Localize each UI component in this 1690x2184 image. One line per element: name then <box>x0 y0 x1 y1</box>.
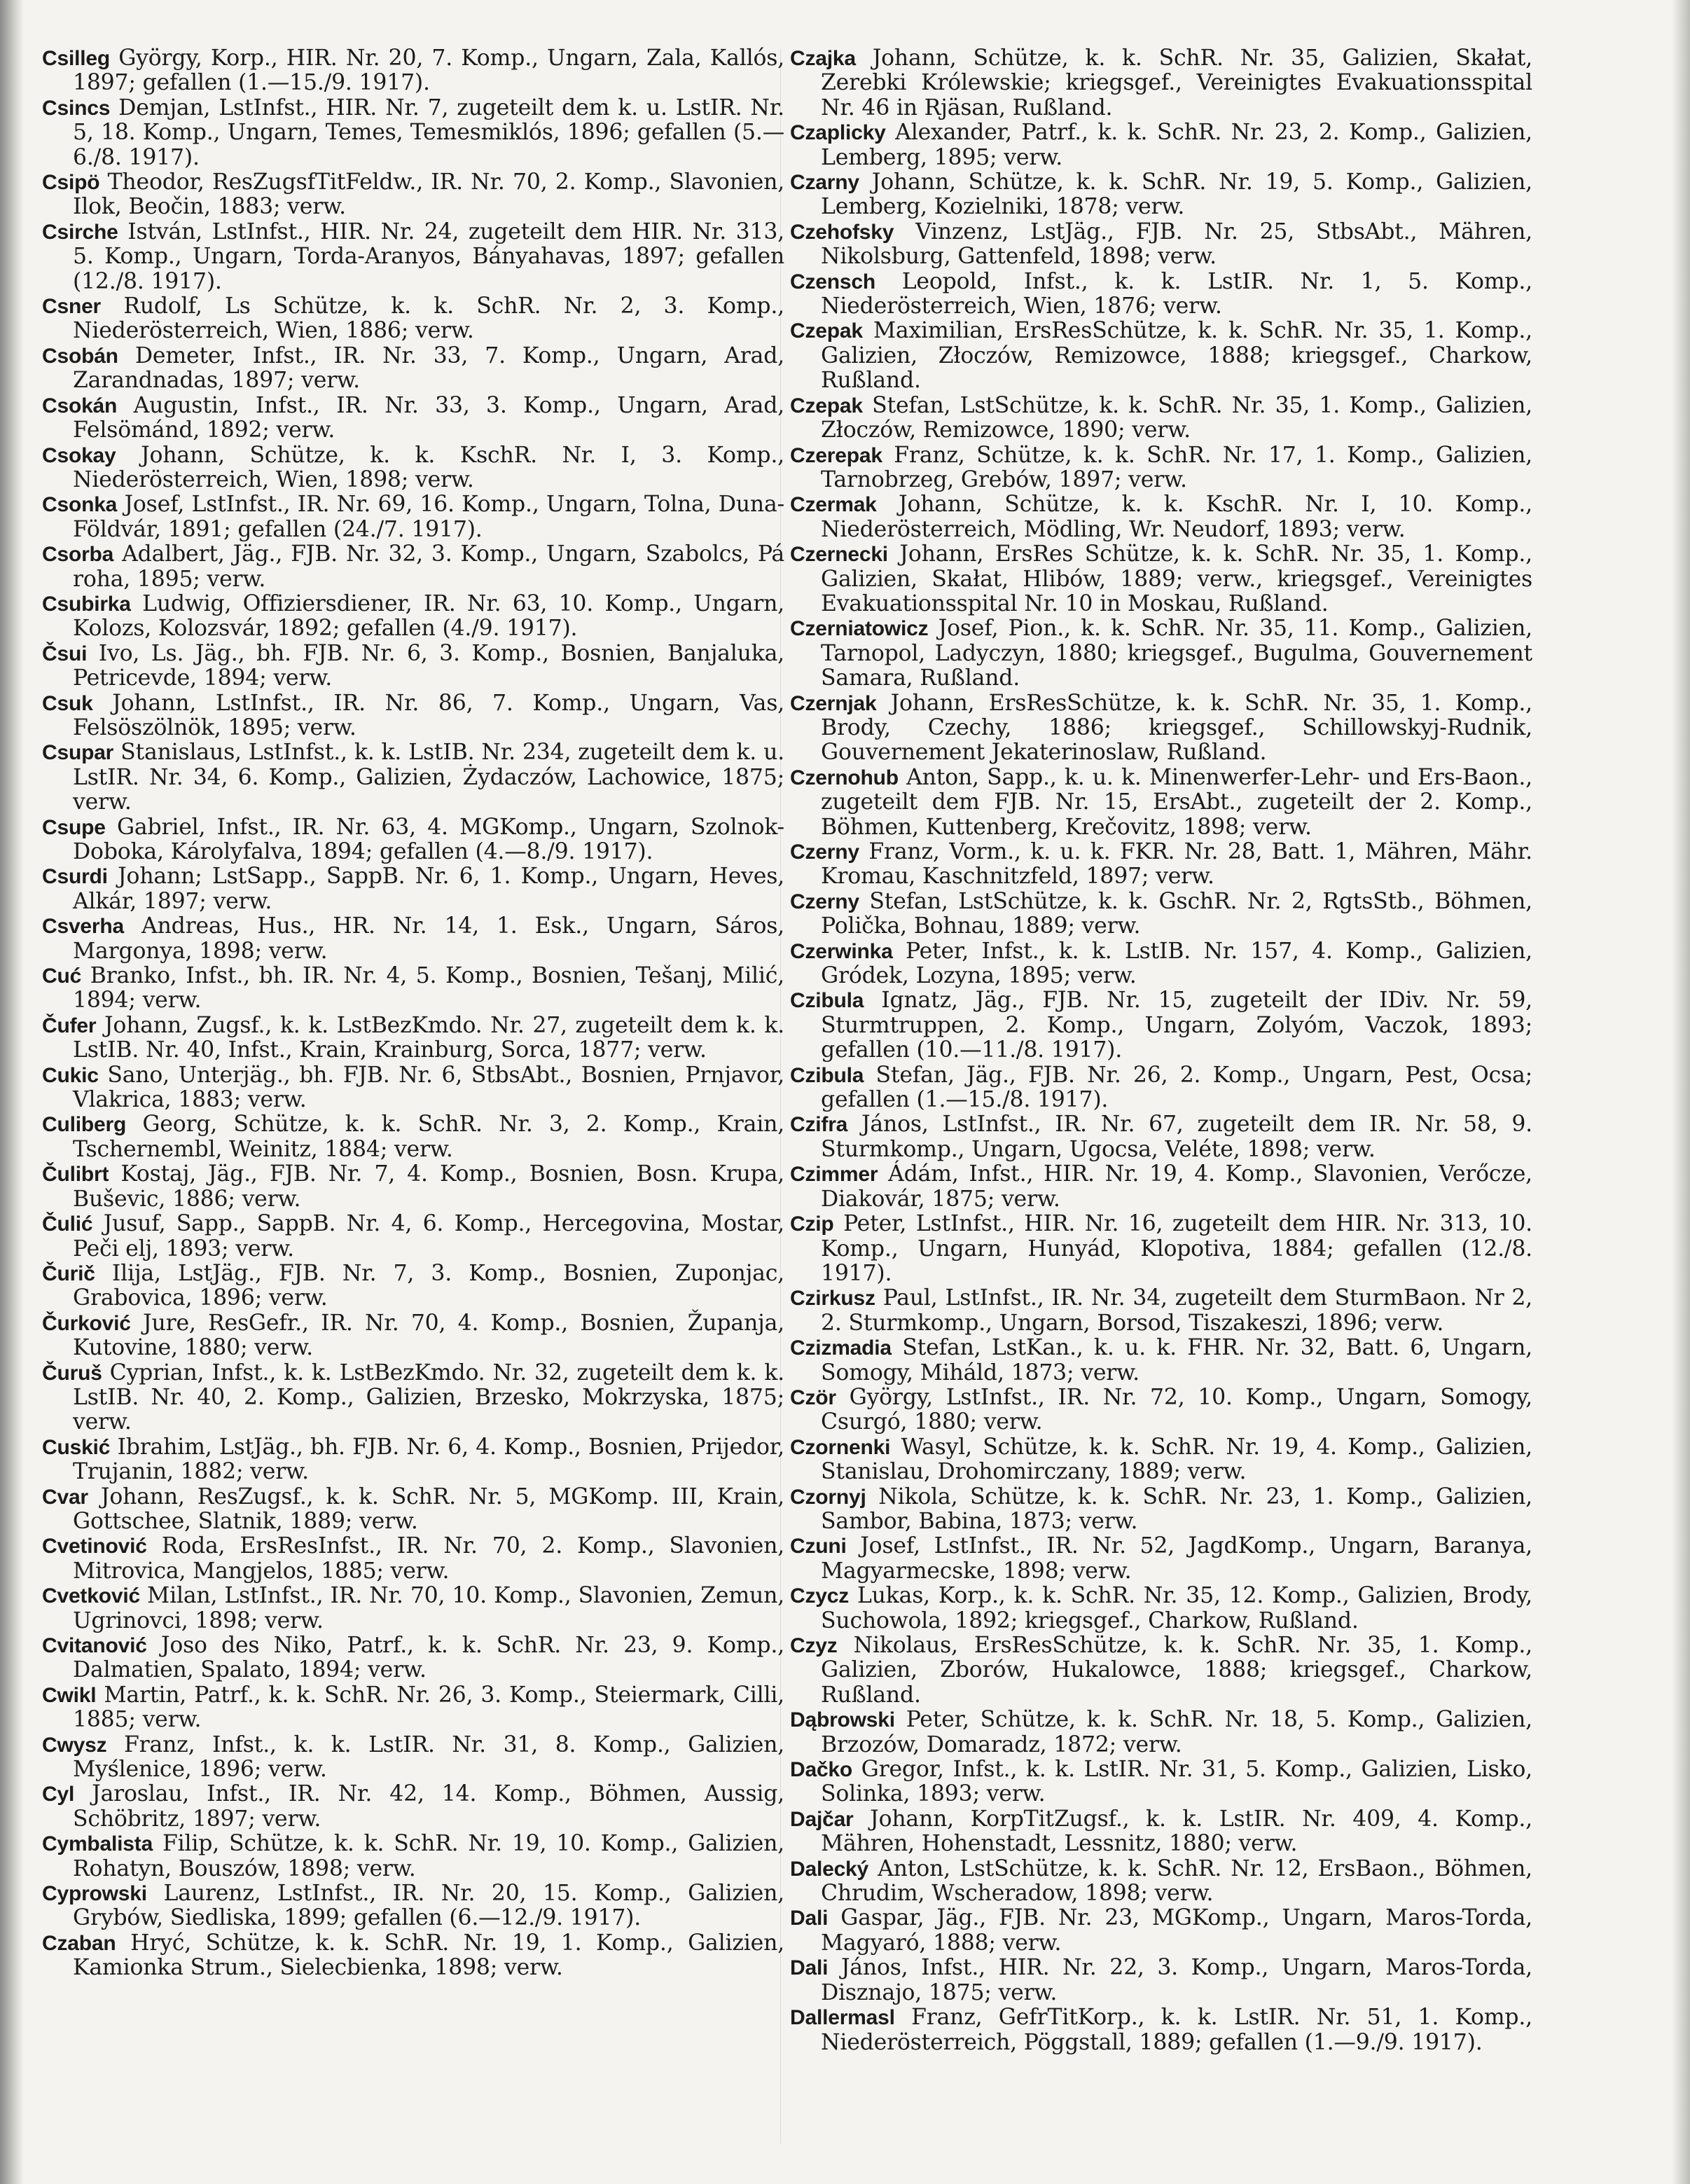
list-entry <box>42 46 784 96</box>
list-entry <box>42 1361 784 1435</box>
list-entry <box>790 46 1532 120</box>
entry-surname: Čsui <box>42 642 88 665</box>
entry-surname: Czaplicky <box>790 121 886 145</box>
entry-details: Anton, Sapp., k. u. k. Minenwerfer-Lehr- und Ers-Baon., zugeteilt dem FJB. Nr. 15, ErsAbt., zugeteilt der 2. Komp., Böhmen, Kuttenberg, Krečovitz, 1898; verw. <box>821 764 1532 840</box>
entry-details: Johann, Schütze, k. k. SchR. Nr. 35, Galizien, Skałat, Zerebki Królewskie; kriegsgef., Vereinigtes Evakuationsspital Nr. 46 in Rjäsan, Rußland. <box>821 46 1532 120</box>
list-entry <box>42 1683 784 1733</box>
list-entry <box>42 1112 784 1162</box>
entry-details: Branko, Infst., bh. IR. Nr. 4, 5. Komp., Bosnien, Tešanj, Milić, 1894; verw. <box>73 963 784 1014</box>
entry-details: Franz, Infst., k. k. LstIR. Nr. 31, 8. Komp., Galizien, Myślenice, 1896; verw. <box>73 1732 784 1783</box>
entry-details: Peter, Infst., k. k. LstIB. Nr. 157, 4. Komp., Galizien, Gródek, Lozyna, 1895; verw. <box>821 938 1532 989</box>
entry-details: Alexander, Patrf., k. k. SchR. Nr. 23, 2. Komp., Galizien, Lemberg, 1895; verw. <box>821 120 1532 170</box>
entry-surname: Czycz <box>790 1584 850 1608</box>
list-entry <box>42 220 784 294</box>
entry-surname: Csner <box>42 295 102 319</box>
entry-details: Adalbert, Jäg., FJB. Nr. 32, 3. Komp., Ungarn, Szabolcs, Pá roha, 1895; verw. <box>73 541 784 592</box>
entry-surname: Czerny <box>790 890 859 913</box>
list-entry <box>42 1931 784 1981</box>
entry-details: Sano, Unterjäg., bh. FJB. Nr. 6, StbsAbt., Bosnien, Prnjavor, Vlakrica, 1883; verw. <box>73 1062 784 1113</box>
entry-details: Wasyl, Schütze, k. k. SchR. Nr. 19, 4. Komp., Galizien, Stanislau, Drohomirczany, 1889; verw. <box>821 1434 1532 1485</box>
entry-details: Stanislaus, LstInfst., k. k. LstIB. Nr. 234, zugeteilt dem k. u. LstIR. Nr. 34, 6. Komp., Galizien, Żydaczów, Lachowice, 1875; verw. <box>73 740 784 815</box>
list-entry <box>790 1857 1532 1907</box>
entry-surname: Czepak <box>790 394 863 417</box>
entry-surname: Czaban <box>42 1931 116 1955</box>
list-entry <box>790 120 1532 170</box>
entry-details: István, LstInfst., HIR. Nr. 24, zugeteilt dem HIR. Nr. 313, 5. Komp., Ungarn, Torda-Aranyos, Bányahavas, 1897; gefallen (12./8. 1917). <box>73 219 784 294</box>
entry-details: Franz, Schütze, k. k. SchR. Nr. 17, 1. Komp., Galizien, Tarnobrzeg, Grebów, 1897; verw. <box>821 442 1532 492</box>
list-entry <box>42 394 784 443</box>
entry-surname: Cukic <box>42 1063 99 1087</box>
list-entry <box>790 939 1532 989</box>
entry-details: Josef, Pion., k. k. SchR. Nr. 35, 11. Komp., Galizien, Tarnopol, Ladyczyn, 1880; kriegsgef., Bugulma, Gouvernement Samara, Rußland. <box>821 616 1532 691</box>
entry-surname: Czifra <box>790 1113 848 1137</box>
entry-details: Franz, Vorm., k. u. k. FKR. Nr. 28, Batt. 1, Mähren, Mähr. Kromau, Kaschnitzfeld, 1897; verw. <box>821 839 1532 890</box>
entry-details: Ignatz, Jäg., FJB. Nr. 15, zugeteilt der IDiv. Nr. 59, Sturmtruppen, 2. Komp., Ungarn, Zolyóm, Vaczok, 1893; gefallen (10.—11./8. 1917). <box>821 988 1532 1063</box>
entry-surname: Czimmer <box>790 1163 878 1187</box>
entry-surname: Cwysz <box>42 1733 107 1757</box>
entry-details: Josef, LstInfst., IR. Nr. 69, 16. Komp., Ungarn, Tolna, Duna-Földvár, 1891; gefallen (24./7. 1917). <box>73 492 784 542</box>
list-entry <box>42 542 784 592</box>
entry-surname: Dali <box>790 1907 829 1930</box>
entry-details: Ilija, LstJäg., FJB. Nr. 7, 3. Komp., Bosnien, Zuponjac, Grabovica, 1896; verw. <box>73 1260 784 1311</box>
list-entry <box>790 1286 1532 1336</box>
list-entry <box>790 1757 1532 1807</box>
entry-surname: Czerepak <box>790 443 882 467</box>
list-entry <box>790 1708 1532 1757</box>
entry-surname: Czör <box>790 1385 836 1409</box>
entry-details: Johann, LstInfst., IR. Nr. 86, 7. Komp., Ungarn, Vas, Felsöszölnök, 1895; verw. <box>73 690 784 740</box>
entry-details: Georg, Schütze, k. k. SchR. Nr. 3, 2. Komp., Krain, Tschernembl, Weinitz, 1884; verw. <box>73 1112 784 1162</box>
list-entry <box>790 270 1532 319</box>
list-entry <box>790 1112 1532 1162</box>
entry-details: Peter, LstInfst., HIR. Nr. 16, zugeteilt dem HIR. Nr. 313, 10. Komp., Ungarn, Hunyád, Klopotiva, 1884; gefallen (12./8. 1917). <box>821 1211 1532 1286</box>
entry-details: Augustin, Infst., IR. Nr. 33, 3. Komp., Ungarn, Arad, Felsömánd, 1892; verw. <box>73 392 784 443</box>
entry-details: Rudolf, Ls Schütze, k. k. SchR. Nr. 2, 3. Komp., Niederösterreich, Wien, 1886; verw. <box>73 293 784 344</box>
entry-surname: Cvetković <box>42 1584 140 1608</box>
entry-surname: Csupe <box>42 815 106 839</box>
entry-surname: Csverha <box>42 915 125 939</box>
entry-surname: Cvitanović <box>42 1634 147 1657</box>
list-entry <box>790 170 1532 220</box>
list-entry <box>790 1385 1532 1435</box>
list-entry <box>790 890 1532 939</box>
list-entry <box>42 344 784 394</box>
list-entry <box>790 1534 1532 1584</box>
entry-surname: Dąbrowski <box>790 1708 895 1732</box>
entry-surname: Czernohub <box>790 766 899 789</box>
left-column <box>42 46 784 1981</box>
entry-surname: Czepak <box>790 319 863 343</box>
list-entry <box>790 1584 1532 1633</box>
entry-details: Stefan, LstKan., k. u. k. FHR. Nr. 32, Batt. 6, Ungarn, Somogy, Miháld, 1873; verw. <box>821 1335 1532 1385</box>
list-entry <box>790 840 1532 890</box>
list-entry <box>790 1956 1532 2005</box>
list-entry <box>790 1162 1532 1212</box>
column-divider <box>780 49 781 2143</box>
entry-details: Joso des Niko, Patrf., k. k. SchR. Nr. 23, 9. Komp., Dalmatien, Spalato, 1894; verw. <box>73 1633 784 1683</box>
entry-details: Demjan, LstInfst., HIR. Nr. 7, zugeteilt dem k. u. LstIR. Nr. 5, 18. Komp., Ungarn, Temes, Temesmiklós, 1896; gefallen (5.—6./8. 1917). <box>73 95 784 170</box>
list-entry <box>42 964 784 1014</box>
entry-details: Ludwig, Offiziersdiener, IR. Nr. 63, 10. Komp., Ungarn, Kolozs, Kolozsvár, 1892; gefallen (4./9. 1917). <box>73 590 784 642</box>
list-entry <box>42 1534 784 1584</box>
list-entry <box>790 220 1532 270</box>
entry-surname: Czornenki <box>790 1435 891 1459</box>
entry-details: Gabriel, Infst., IR. Nr. 63, 4. MGKomp., Ungarn, Szolnok-Doboka, Károlyfalva, 1894; gefallen (4.—8./9. 1917). <box>73 814 784 864</box>
entry-details: Stefan, LstSchütze, k. k. GschR. Nr. 2, RgtsStb., Böhmen, Polička, Bohnau, 1889; verw. <box>821 888 1532 939</box>
entry-surname: Dali <box>790 1956 829 1980</box>
entry-surname: Csipö <box>42 171 100 195</box>
entry-details: Johann, Schütze, k. k. KschR. Nr. I, 10. Komp., Niederösterreich, Mödling, Wr. Neudorf, 1893; verw. <box>821 492 1532 542</box>
list-entry <box>790 988 1532 1063</box>
list-entry <box>42 443 784 493</box>
entry-surname: Czarny <box>790 171 859 195</box>
entry-surname: Cuć <box>42 965 82 988</box>
entry-details: Leopold, Infst., k. k. LstIR. Nr. 1, 5. Komp., Niederösterreich, Wien, 1876; verw. <box>821 268 1532 319</box>
entry-details: György, LstInfst., IR. Nr. 72, 10. Komp., Ungarn, Somogy, Csurgó, 1880; verw. <box>821 1384 1532 1435</box>
entry-details: Stefan, Jäg., FJB. Nr. 26, 2. Komp., Ungarn, Pest, Ocsa; gefallen (1.—15./8. 1917). <box>821 1062 1532 1113</box>
list-entry <box>42 592 784 642</box>
entry-surname: Čuruš <box>42 1361 102 1385</box>
entry-details: Laurenz, LstInfst., IR. Nr. 20, 15. Komp., Galizien, Grybów, Siedliska, 1899; gefallen (6.—12./9. 1917). <box>73 1881 784 1931</box>
entry-details: Roda, ErsResInfst., IR. Nr. 70, 2. Komp., Slavonien, Mitrovica, Mangjelos, 1885; verw. <box>73 1533 784 1584</box>
entry-details: Johann, ErsResSchütze, k. k. SchR. Nr. 35, 1. Komp., Brody, Czechy, 1886; kriegsgef., Schillowskyj-Rudnik, Gouvernement Jekaterinoslaw, Rußland. <box>821 690 1532 766</box>
entry-details: Jure, ResGefr., IR. Nr. 70, 4. Komp., Bosnien, Županja, Kutovine, 1880; verw. <box>73 1310 784 1361</box>
entry-details: Nikolaus, ErsResSchütze, k. k. SchR. Nr. 35, 1. Komp., Galizien, Zborów, Hukalowce, 1888; kriegsgef., Charkow, Rußland. <box>821 1633 1532 1708</box>
entry-surname: Czuni <box>790 1535 847 1558</box>
list-entry <box>790 1063 1532 1113</box>
list-entry <box>42 1881 784 1931</box>
list-entry <box>42 740 784 815</box>
entry-surname: Dačko <box>790 1758 853 1782</box>
entry-details: Ibrahim, LstJäg., bh. FJB. Nr. 6, 4. Komp., Bosnien, Prijedor, Trujanin, 1882; verw. <box>73 1434 784 1485</box>
entry-details: Andreas, Hus., HR. Nr. 14, 1. Esk., Ungarn, Sáros, Margonya, 1898; verw. <box>73 913 784 964</box>
entry-surname: Dajčar <box>790 1807 854 1831</box>
entry-surname: Cuskić <box>42 1435 111 1459</box>
list-entry <box>42 294 784 344</box>
entry-surname: Čufer <box>42 1014 97 1037</box>
entry-details: Jaroslau, Infst., IR. Nr. 42, 14. Komp., Böhmen, Aussig, Schöbritz, 1897; verw. <box>73 1781 784 1832</box>
entry-details: György, Korp., HIR. Nr. 20, 7. Komp., Ungarn, Zala, Kallós, 1897; gefallen (1.—15./9. 1917). <box>73 46 784 96</box>
entry-surname: Dalecký <box>790 1857 869 1881</box>
entry-details: Filip, Schütze, k. k. SchR. Nr. 19, 10. Komp., Galizien, Rohatyn, Bouszów, 1898; verw. <box>73 1831 784 1881</box>
list-entry <box>790 1906 1532 1956</box>
entry-surname: Czibula <box>790 989 864 1013</box>
list-entry <box>42 815 784 865</box>
list-entry <box>42 1485 784 1535</box>
entry-surname: Czirkusz <box>790 1287 875 1311</box>
list-entry <box>42 1782 784 1832</box>
entry-surname: Csirche <box>42 220 118 244</box>
entry-surname: Csupar <box>42 741 114 765</box>
entry-surname: Cwikl <box>42 1683 97 1707</box>
entry-surname: Czerny <box>790 841 859 864</box>
entry-surname: Čurković <box>42 1311 131 1335</box>
entry-surname: Czip <box>790 1212 834 1236</box>
entry-surname: Csonka <box>42 493 118 517</box>
list-entry <box>790 766 1532 840</box>
entry-details: Johann, Schütze, k. k. KschR. Nr. I, 3. Komp., Niederösterreich, Wien, 1898; verw. <box>73 442 784 492</box>
entry-details: Anton, LstSchütze, k. k. SchR. Nr. 12, ErsBaon., Böhmen, Chrudim, Wscheradow, 1898; verw. <box>821 1855 1532 1907</box>
list-entry <box>790 394 1532 443</box>
list-entry <box>790 1633 1532 1708</box>
list-entry <box>790 2005 1532 2055</box>
list-entry <box>42 1832 784 1881</box>
entry-surname: Czizmadia <box>790 1336 892 1360</box>
list-entry <box>42 1014 784 1063</box>
list-entry <box>42 642 784 691</box>
entry-details: Maximilian, ErsResSchütze, k. k. SchR. Nr. 35, 1. Komp., Galizien, Złoczów, Remizowce, 1888; kriegsgef., Charkow, Rußland. <box>821 318 1532 394</box>
entry-details: Kostaj, Jäg., FJB. Nr. 7, 4. Komp., Bosnien, Bosn. Krupa, Buševic, 1886; verw. <box>73 1161 784 1212</box>
entry-surname: Čulić <box>42 1212 93 1236</box>
entry-surname: Csorba <box>42 543 114 567</box>
list-entry <box>790 1336 1532 1385</box>
entry-surname: Czernecki <box>790 543 888 567</box>
entry-surname: Cymbalista <box>42 1832 153 1856</box>
entry-details: Gaspar, Jäg., FJB. Nr. 23, MGKomp., Ungarn, Maros-Torda, Magyaró, 1888; verw. <box>821 1905 1532 1956</box>
entry-surname: Cyl <box>42 1783 75 1806</box>
entry-surname: Czajka <box>790 47 856 70</box>
entry-details: Hryć, Schütze, k. k. SchR. Nr. 19, 1. Komp., Galizien, Kamionka Strum., Sielecbienka, 1898; verw. <box>73 1930 784 1981</box>
entry-details: Johann, KorpTitZugsf., k. k. LstIR. Nr. 409, 4. Komp., Mähren, Hohenstadt, Lessnitz, 1880; verw. <box>821 1806 1532 1857</box>
entry-details: Martin, Patrf., k. k. SchR. Nr. 26, 3. Komp., Steiermark, Cilli, 1885; verw. <box>73 1682 784 1733</box>
list-entry <box>790 319 1532 393</box>
entry-details: Johann, Schütze, k. k. SchR. Nr. 19, 5. Komp., Galizien, Lemberg, Kozielniki, 1878; verw. <box>821 170 1532 220</box>
entry-details: Johann, ErsRes Schütze, k. k. SchR. Nr. 35, 1. Komp., Galizien, Skałat, Hlibów, 1889; verw., kriegsgef., Vereinigtes Evakuationsspital Nr. 10 in Moskau, Rußland. <box>821 541 1532 616</box>
list-entry <box>42 1633 784 1683</box>
entry-surname: Csokán <box>42 394 118 417</box>
entry-details: Jusuf, Sapp., SappB. Nr. 4, 6. Komp., Hercegovina, Mostar, Peči elj, 1893; verw. <box>73 1211 784 1262</box>
entry-surname: Czehofsky <box>790 220 894 244</box>
entry-details: Milan, LstInfst., IR. Nr. 70, 10. Komp., Slavonien, Zemun, Ugrinovci, 1898; verw. <box>73 1583 784 1633</box>
entry-surname: Čulibrt <box>42 1163 109 1187</box>
entry-details: Nikola, Schütze, k. k. SchR. Nr. 23, 1. Komp., Galizien, Sambor, Babina, 1873; verw. <box>821 1484 1532 1534</box>
entry-details: Theodor, ResZugsfTitFeldw., IR. Nr. 70, 2. Komp., Slavonien, Ilok, Beočin, 1883; verw. <box>73 170 784 220</box>
list-entry <box>42 1435 784 1485</box>
entry-surname: Csurdi <box>42 865 108 889</box>
entry-surname: Csokay <box>42 443 116 467</box>
entry-details: János, LstInfst., IR. Nr. 67, zugeteilt dem IR. Nr. 58, 9. Sturmkomp., Ungarn, Ugocsa, Veléte, 1898; verw. <box>821 1112 1532 1162</box>
entry-surname: Cyprowski <box>42 1882 147 1906</box>
list-entry <box>42 1733 784 1783</box>
entry-details: Josef, LstInfst., IR. Nr. 52, JagdKomp., Ungarn, Baranya, Magyarmecske, 1898; verw. <box>821 1533 1532 1584</box>
entry-surname: Cvar <box>42 1485 88 1509</box>
entry-surname: Csilleg <box>42 47 110 70</box>
entry-details: Lukas, Korp., k. k. SchR. Nr. 35, 12. Komp., Galizien, Brody, Suchowola, 1892; kriegsgef., Charkow, Rußland. <box>821 1583 1532 1633</box>
list-entry <box>42 691 784 741</box>
entry-surname: Czermak <box>790 493 877 517</box>
entry-details: Johann; LstSapp., SappB. Nr. 6, 1. Komp., Ungarn, Heves, Alkár, 1897; verw. <box>73 864 784 914</box>
entry-details: Vinzenz, LstJäg., FJB. Nr. 25, StbsAbt., Mähren, Nikolsburg, Gattenfeld, 1898; verw. <box>821 219 1532 270</box>
entry-surname: Dallermasl <box>790 2006 895 2030</box>
entry-surname: Czerwinka <box>790 939 893 963</box>
entry-surname: Czerniatowicz <box>790 617 929 641</box>
entry-details: Ivo, Ls. Jäg., bh. FJB. Nr. 6, 3. Komp., Bosnien, Banjaluka, Petricevde, 1894; verw. <box>73 640 784 691</box>
list-entry <box>42 864 784 914</box>
list-entry <box>42 1584 784 1633</box>
entry-details: Johann, Zugsf., k. k. LstBezKmdo. Nr. 27, zugeteilt dem k. k. LstIB. Nr. 40, Infst., Krain, Krainburg, Sorca, 1877; verw. <box>73 1012 784 1063</box>
list-entry <box>790 691 1532 766</box>
entry-surname: Culiberg <box>42 1113 127 1137</box>
list-entry <box>42 1262 784 1311</box>
list-entry <box>790 616 1532 691</box>
list-entry <box>42 1212 784 1262</box>
list-entry <box>790 443 1532 493</box>
entry-surname: Csincs <box>42 96 111 120</box>
entry-details: Gregor, Infst., k. k. LstIR. Nr. 31, 5. Komp., Galizien, Lisko, Solinka, 1893; verw. <box>821 1757 1532 1807</box>
list-entry <box>42 1162 784 1212</box>
right-column <box>790 46 1532 2055</box>
entry-surname: Csobán <box>42 344 118 368</box>
list-entry <box>42 170 784 220</box>
entry-details: Ádám, Infst., HIR. Nr. 19, 4. Komp., Slavonien, Verőcze, Diakovár, 1875; verw. <box>821 1161 1532 1212</box>
entry-surname: Czyz <box>790 1634 838 1657</box>
list-entry <box>790 1807 1532 1857</box>
list-entry <box>42 914 784 964</box>
entry-surname: Czibula <box>790 1063 864 1087</box>
entry-surname: Czensch <box>790 270 875 293</box>
entry-details: Cyprian, Infst., k. k. LstBezKmdo. Nr. 32, zugeteilt dem k. k. LstIB. Nr. 40, 2. Komp., Galizien, Brzesko, Mokrzyska, 1875; verw. <box>73 1360 784 1435</box>
list-entry <box>790 1435 1532 1485</box>
entry-surname: Csubirka <box>42 592 131 616</box>
list-entry <box>42 492 784 542</box>
entry-details: Franz, GefrTitKorp., k. k. LstIR. Nr. 51, 1. Komp., Niederösterreich, Pöggstall, 1889; gefallen (1.—9./9. 1917). <box>821 2005 1532 2055</box>
list-entry <box>790 542 1532 616</box>
entry-details: Johann, ResZugsf., k. k. SchR. Nr. 5, MGKomp. III, Krain, Gottschee, Slatnik, 1889; verw. <box>73 1484 784 1534</box>
entry-details: Stefan, LstSchütze, k. k. SchR. Nr. 35, 1. Komp., Galizien, Złoczów, Remizowce, 1890; verw. <box>821 392 1532 443</box>
entry-surname: Čurič <box>42 1262 95 1285</box>
entry-details: János, Infst., HIR. Nr. 22, 3. Komp., Ungarn, Maros-Torda, Disznajo, 1875; verw. <box>821 1955 1532 2005</box>
entry-surname: Cvetinović <box>42 1535 147 1558</box>
entry-surname: Czernjak <box>790 691 877 715</box>
list-entry <box>790 1485 1532 1535</box>
list-entry <box>42 1063 784 1113</box>
entry-details: Peter, Schütze, k. k. SchR. Nr. 18, 5. Komp., Galizien, Brzozów, Domaradz, 1872; verw. <box>821 1707 1532 1757</box>
entry-surname: Csuk <box>42 691 93 715</box>
list-entry <box>42 1311 784 1361</box>
entry-surname: Czornyj <box>790 1485 866 1509</box>
entry-details: Demeter, Infst., IR. Nr. 33, 7. Komp., Ungarn, Arad, Zarandnadas, 1897; verw. <box>73 343 784 394</box>
list-entry <box>790 492 1532 542</box>
list-entry <box>790 1212 1532 1286</box>
entry-details: Paul, LstInfst., IR. Nr. 34, zugeteilt dem SturmBaon. Nr 2, 2. Sturmkomp., Ungarn, Borsod, Tiszakeszi, 1896; verw. <box>821 1285 1532 1336</box>
list-entry <box>42 96 784 170</box>
